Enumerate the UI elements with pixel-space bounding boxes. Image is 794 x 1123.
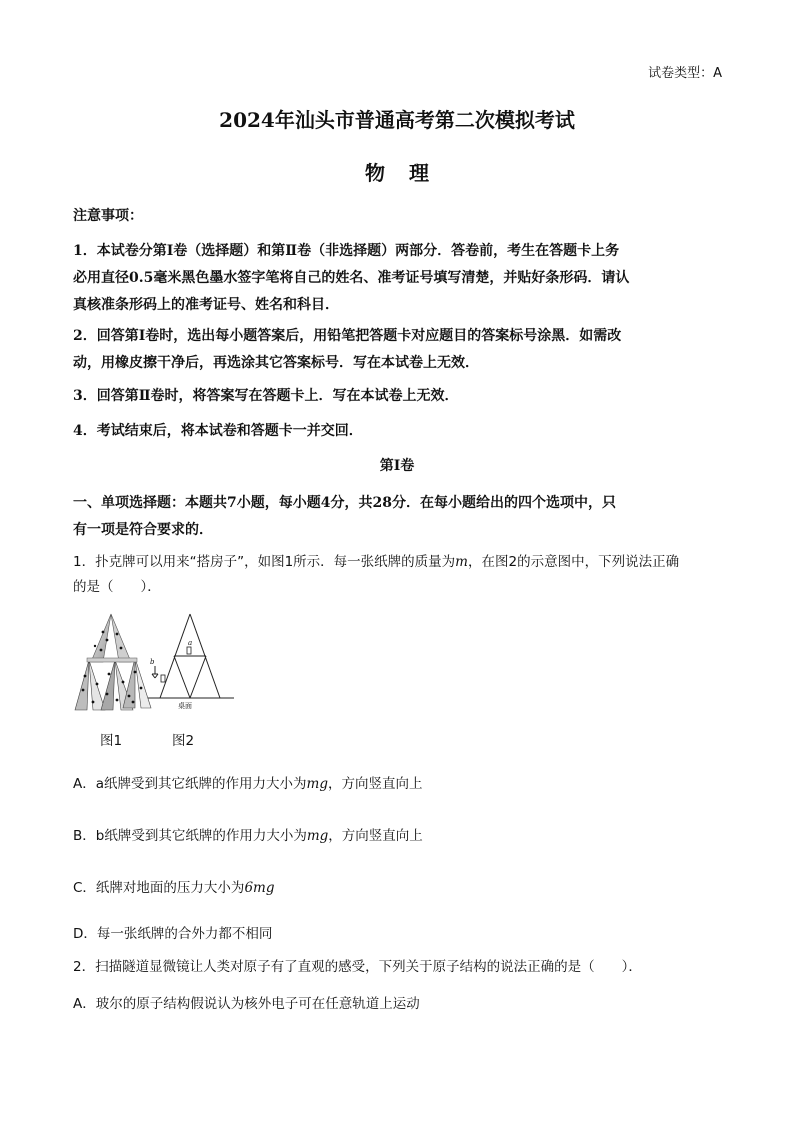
notice-heading: 注意事项： (73, 208, 143, 224)
fig2-label-a: a (188, 639, 193, 647)
fig2-caption: 图2 (172, 733, 195, 749)
section-intro-line-2: 有一项是符合要求的． (73, 522, 213, 538)
notice-item-2-line-1: 2．回答第Ⅰ卷时，选出每小题答案后，用铅笔把答题卡对应题目的答案标号涂黑．如需改 (73, 328, 622, 344)
q1-option-b-tail: ，方向竖直向上 (328, 828, 423, 844)
exam-title: 2024年汕头市普通高考第二次模拟考试 (219, 108, 575, 132)
q2-stem: 2．扫描隧道显微镜让人类对原子有了直观的感受，下列关于原子结构的说法正确的是（ ）． (73, 959, 642, 975)
card-house-photo-icon (73, 612, 153, 716)
q1-option-a-var: mg (306, 776, 328, 792)
q1-option-a (73, 772, 422, 792)
notice-item-3: 3．回答第Ⅱ卷时，将答案写在答题卡上．写在本试卷上无效． (73, 388, 459, 404)
q1-option-b-var: mg (306, 828, 329, 844)
q1-option-a-tail: ，方向竖直向上 (327, 776, 423, 792)
notice-item-2-line-2: 动，用橡皮擦干净后，再选涂其它答案标号．写在本试卷上无效． (73, 355, 479, 371)
q2-option-a: A．玻尔的原子结构假说认为核外电子可在任意轨道上运动 (73, 996, 420, 1012)
q1-option-c (73, 876, 274, 896)
q1-mass-variable: m (455, 554, 468, 570)
q1-option-c-var: 6mg (244, 880, 275, 896)
q1-stem-part-a: 1．扑克牌可以用来“搭房子”，如图1所示．每一张纸牌的质量为 (73, 554, 456, 570)
section-intro-line-1: 一、单项选择题：本题共7小题，每小题4分，共28分．在每小题给出的四个选项中，只 (73, 495, 616, 511)
q1-option-b (73, 824, 423, 844)
fig1-caption: 图1 (100, 733, 123, 749)
q1-option-c-text: C．纸牌对地面的压力大小为 (73, 880, 245, 896)
notice-item-4: 4．考试结束后，将本试卷和答题卡一并交回． (73, 423, 363, 439)
q1-stem-line-1 (73, 550, 725, 575)
notice-item-1-line-2: 必用直径0.5毫米黑色墨水签字笔将自己的姓名、准考证号填写清楚，并贴好条形码．请认 (73, 270, 630, 286)
q1-option-b-text: B．b纸牌受到其它纸牌的作用力大小为 (73, 828, 307, 844)
paper-type: 试卷类型：A (648, 66, 722, 81)
notice-item-1-line-1: 1．本试卷分第Ⅰ卷（选择题）和第Ⅱ卷（非选择题）两部分．答卷前，考生在答题卡上务 (73, 243, 620, 259)
q1-option-a-text: A．a纸牌受到其它纸牌的作用力大小为 (73, 776, 307, 792)
notice-item-1-line-3: 真核准条形码上的准考证号、姓名和科目． (73, 297, 339, 313)
section-title: 第Ⅰ卷 (379, 458, 415, 474)
fig2-label-desk: 桌面 (178, 702, 192, 710)
q1-option-d: D．每一张纸牌的合外力都不相同 (73, 926, 273, 942)
card-house-diagram-icon (148, 612, 234, 712)
q1-stem-line-2: 的是（ ）． (73, 579, 161, 595)
subject-title: 物理 (365, 161, 453, 185)
q1-stem-part-b: ，在图2的示意图中，下列说法正确 (467, 554, 680, 570)
fig2-label-b: b (150, 658, 155, 666)
